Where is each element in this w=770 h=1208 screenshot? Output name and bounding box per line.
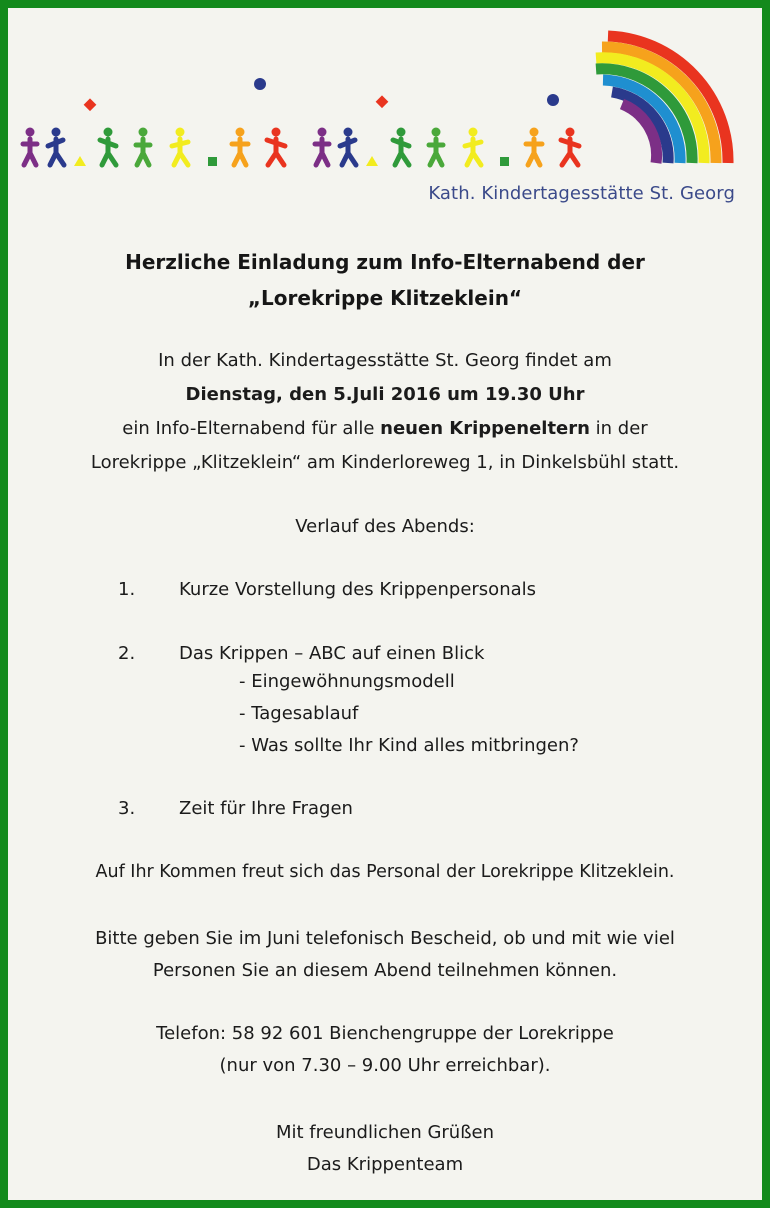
intro-line-4: Lorekrippe „Klitzeklein“ am Kinderloreweg 1, in Dinkelsbühl statt. <box>90 452 680 473</box>
event-date: Dienstag, den 5.Juli 2016 um 19.30 Uhr <box>185 384 585 405</box>
title-line-2: „Lorekrippe Klitzeklein“ <box>247 286 523 310</box>
signature: Das Krippenteam <box>306 1154 464 1175</box>
agenda-heading: Verlauf des Abends: <box>295 516 475 537</box>
phone-line-1: Telefon: 58 92 601 Bienchengruppe der Lorekrippe <box>156 1023 614 1044</box>
rsvp-line-1: Bitte geben Sie im Juni telefonisch Bescheid, ob und mit wie viel <box>95 928 675 949</box>
children-figures-icon <box>23 128 579 167</box>
organization-name: Kath. Kindertagesstätte St. Georg <box>428 183 735 204</box>
agenda-item-text: Zeit für Ihre Fragen <box>179 798 353 819</box>
blue-dot-icon <box>547 94 559 106</box>
agenda-subitem: - Was sollte Ihr Kind alles mitbringen? <box>239 735 579 756</box>
phone-line-2: (nur von 7.30 – 9.00 Uhr erreichbar). <box>219 1055 551 1076</box>
title-line-1: Herzliche Einladung zum Info-Elternabend der <box>125 250 645 274</box>
agenda-item-number: 2. <box>118 643 136 664</box>
agenda-subitem: - Eingewöhnungsmodell <box>239 671 455 692</box>
intro-line-3 <box>8 412 762 446</box>
agenda-item-number: 3. <box>118 798 136 819</box>
intro-line-1: In der Kath. Kindertagesstätte St. Georg findet am <box>158 350 612 371</box>
target-audience: neuen Krippeneltern <box>380 418 590 439</box>
greeting: Mit freundlichen Grüßen <box>275 1122 495 1143</box>
agenda-item-text: Das Krippen – ABC auf einen Blick <box>179 643 485 664</box>
blue-dot-icon <box>254 78 266 90</box>
invitation-sheet <box>8 8 762 1200</box>
intro-line-3-start: ein Info-Elternabend für alle <box>122 418 381 439</box>
agenda-subitem: - Tagesablauf <box>239 703 359 724</box>
red-diamond-icon <box>376 95 389 108</box>
welcome-line: Auf Ihr Kommen freut sich das Personal der Lorekrippe Klitzeklein. <box>95 862 675 882</box>
red-diamond-icon <box>84 98 97 111</box>
agenda-item-text: Kurze Vorstellung des Krippenpersonals <box>179 579 537 600</box>
agenda-item-number: 1. <box>118 579 136 600</box>
rsvp-line-2: Personen Sie an diesem Abend teilnehmen können. <box>152 960 618 981</box>
rainbow-icon <box>596 36 728 163</box>
intro-line-3-end: in der <box>589 418 648 439</box>
intro-paragraph <box>8 344 762 480</box>
invitation-title <box>8 244 762 316</box>
